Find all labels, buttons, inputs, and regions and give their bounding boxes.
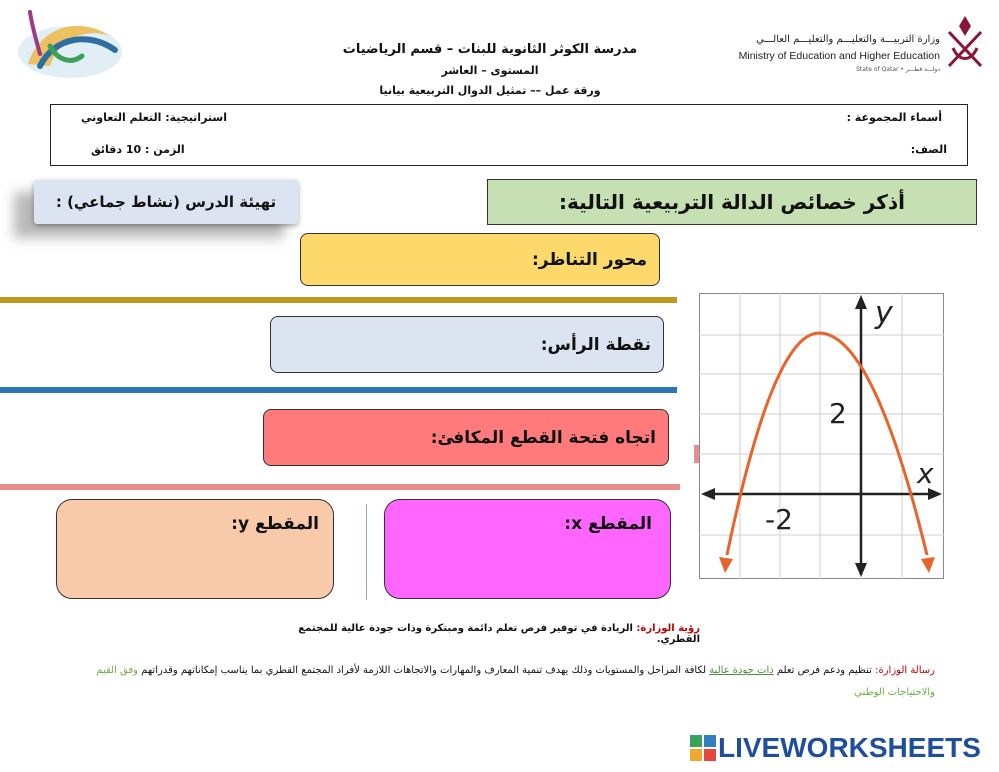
ministry-logo	[738, 12, 985, 80]
divider-blue	[0, 387, 677, 393]
group-names-label: أسماء المجموعة :	[846, 111, 942, 124]
vertical-divider	[366, 504, 367, 600]
parabola-graph	[699, 293, 944, 579]
mission-text-1: تنظيم ودعم فرص تعلم	[773, 665, 876, 676]
time-label: الزمن : 10 دقائق	[91, 143, 185, 156]
opening-direction-box[interactable]	[263, 409, 669, 466]
y-intercept-label: المقطع y:	[231, 514, 319, 534]
warmup-label: تهيئة الدرس (نشاط جماعي) :	[34, 180, 298, 224]
worksheet-title: ورقة عمل –– تمثيل الدوال التربيعية بيانيا	[379, 84, 601, 97]
y-tick-label: 2	[829, 397, 847, 430]
graph-frame	[700, 294, 944, 579]
ministry-name-ar: وزارة التربيـــة والتعليـــم والتعليـــم العالـــي	[756, 34, 940, 45]
level-line: المستوى – العاشر	[441, 64, 539, 77]
y-axis-label: y	[875, 296, 893, 331]
x-tick-label: -2	[765, 503, 793, 536]
strategy-label: استراتيجية: التعلم التعاوني	[81, 111, 228, 124]
mission-green-text: وفق القيم والاحتياجات الوطني	[96, 665, 935, 698]
school-logo	[10, 6, 125, 84]
ministry-vision	[260, 623, 700, 645]
ministry-name-en: Ministry of Education and Higher Education	[738, 50, 940, 62]
vertex-box[interactable]	[270, 316, 664, 373]
class-label: الصف:	[910, 143, 947, 156]
vision-label: رؤية الوزارة:	[636, 623, 700, 634]
x-axis-label: x	[917, 457, 934, 490]
opening-direction-label: اتجاه فتحة القطع المكافئ:	[430, 427, 656, 448]
liveworksheets-icon	[690, 735, 716, 761]
info-box	[50, 104, 968, 166]
x-intercept-label: المقطع x:	[564, 514, 652, 534]
question-title: أذكر خصائص الدالة التربيعية التالية:	[487, 179, 977, 225]
ministry-mission	[60, 660, 935, 704]
liveworksheets-wordmark: LIVEWORKSHEETS	[718, 732, 981, 763]
divider-pink	[0, 484, 680, 490]
vertex-label: نقطة الرأس:	[540, 334, 651, 355]
y-intercept-box[interactable]	[56, 499, 334, 599]
vision-text: الريادة في توفير فرص تعلم دائمة ومبتكرة وذات جودة عالية للمجتمع القطري.	[298, 623, 700, 645]
divider-gold	[0, 297, 677, 303]
mission-label: رسالة الوزارة:	[875, 665, 935, 676]
school-title: مدرسة الكوثر الثانوية للبنات – قسم الرياضيات	[342, 42, 638, 57]
mission-underlined: ذات جودة عالية	[709, 665, 774, 676]
x-intercept-box[interactable]	[384, 499, 671, 599]
axis-of-symmetry-box[interactable]	[300, 233, 660, 286]
mission-text-2: لكافة المراحل والمستويات وذلك يهدف تنمية المعارف والمهارات والاتجاهات اللازمة لأفراد المجتمع القطري بما يناسب إمكاناتهم وقدراتهم	[137, 665, 710, 676]
axis-of-symmetry-label: محور التناظر:	[532, 249, 647, 270]
state-label: State of Qatar • دولـــة قطـــر	[856, 66, 940, 73]
liveworksheets-logo[interactable]	[690, 731, 981, 765]
